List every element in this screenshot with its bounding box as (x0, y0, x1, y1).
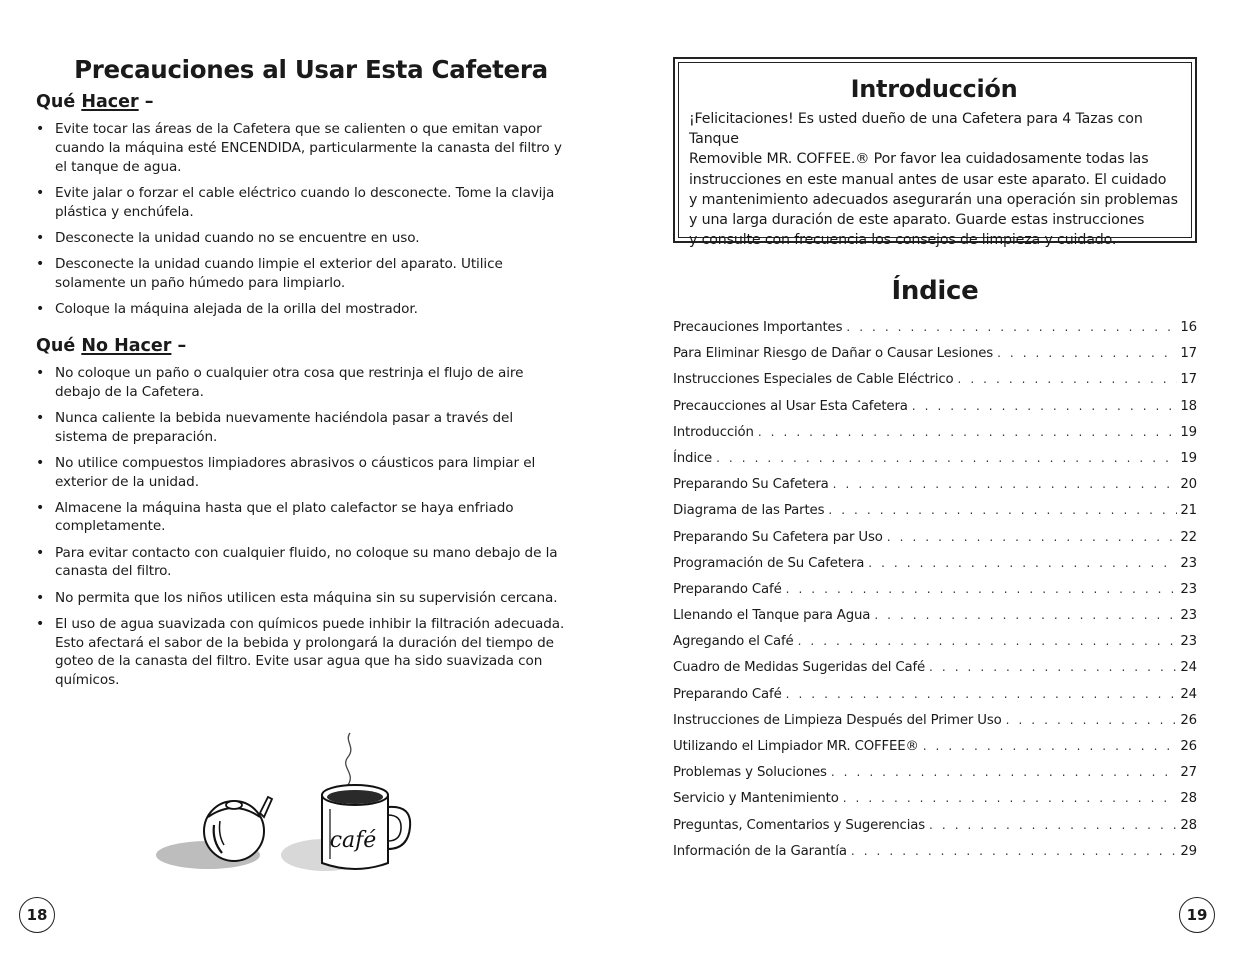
toc-leader-dots (831, 765, 1178, 779)
bullet-item: • No coloque un paño o cualquier otra cosa que restrinja el flujo de aire debajo de la Cafetera. (36, 364, 566, 402)
toc-entry-label: Preparando Café (673, 686, 782, 702)
toc-entry (673, 556, 1197, 582)
toc-leader-dots (828, 503, 1177, 517)
intro-line: Removible MR. COFFEE.® Por favor lea cuidadosamente todas las (689, 151, 1149, 168)
toc-entry (673, 582, 1197, 608)
toc-entry-label: Instrucciones Especiales de Cable Eléctrico (673, 372, 954, 388)
toc-leader-dots (997, 346, 1177, 360)
toc-entry-label: Utilizando el Limpiador MR. COFFEE® (673, 739, 919, 754)
toc-entry-page: 18 (1180, 398, 1197, 414)
bullet-item: • Para evitar contacto con cualquier fluido, no coloque su mano debajo de la canasta del filtro. (36, 544, 566, 582)
page-title: Precauciones al Usar Esta Cafetera (74, 55, 548, 84)
index-title: Índice (891, 276, 979, 306)
toc-leader-dots (958, 372, 1178, 386)
toc-leader-dots (758, 425, 1178, 439)
toc-leader-dots (1006, 713, 1178, 727)
toc-entry (673, 765, 1197, 791)
bullet-item: • No utilice compuestos limpiadores abrasivos o cáusticos para limpiar el exterior de la unidad. (36, 454, 566, 492)
toc-entry-label: Preguntas, Comentarios y Sugerencias (673, 817, 926, 833)
toc-entry-label: Servicio y Mantenimiento (673, 791, 839, 807)
coffee-pot-icon (204, 797, 272, 861)
page-number-left: 18 (19, 897, 55, 933)
toc-entry (673, 608, 1197, 634)
toc-leader-dots (843, 791, 1178, 805)
toc-entry-label: Precaucciones al Usar Esta Cafetera (673, 398, 908, 414)
bullet-item: • Nunca caliente la bebida nuevamente haciéndola pasar a través del sistema de preparación. (36, 409, 566, 447)
toc-entry-page: 24 (1180, 660, 1197, 676)
do-heading-prefix: Qué (36, 92, 76, 112)
dont-heading-suffix: – (177, 335, 187, 356)
bullet-item: • Evite tocar las áreas de la Cafetera que se calienten o que emitan vapor cuando la máquina esté ENCENDIDA, particularmente la canasta del filtro y el tanque de agua. (36, 120, 566, 176)
toc-leader-dots (912, 399, 1178, 413)
intro-line: ¡Felicitaciones! Es usted dueño de una Cafetera para 4 Tazas con Tanque (689, 111, 1143, 148)
toc-entry-page: 19 (1180, 424, 1197, 440)
toc-entry-label: Problemas y Soluciones (673, 765, 827, 781)
toc-entry-page: 17 (1180, 372, 1197, 388)
toc-entry (673, 634, 1197, 660)
table-of-contents (673, 320, 1197, 870)
bullet-item: • Desconecte la unidad cuando no se encuentre en uso. (36, 229, 566, 248)
toc-entry (673, 818, 1197, 844)
toc-entry-page: 28 (1180, 791, 1197, 807)
toc-entry (673, 713, 1197, 739)
intro-box-inner (678, 62, 1192, 249)
bullet-item: • Almacene la máquina hasta que el plato calefactor se haya enfriado completamente. (36, 499, 566, 537)
dont-heading (36, 336, 566, 356)
toc-entry-page: 16 (1180, 320, 1197, 335)
toc-leader-dots (929, 818, 1177, 832)
page-number-right: 19 (1179, 897, 1215, 933)
toc-leader-dots (923, 739, 1178, 753)
bullet-item: • Evite jalar o forzar el cable eléctrico cuando lo desconecte. Tome la clavija plástica y enchúfela. (36, 184, 566, 222)
toc-entry-page: 17 (1180, 346, 1197, 362)
coffee-illustration (150, 725, 430, 885)
toc-leader-dots (716, 451, 1177, 465)
bullet-item: • No permita que los niños utilicen esta máquina sin su supervisión cercana. (36, 589, 566, 608)
left-page (36, 55, 566, 697)
do-heading-suffix: – (144, 92, 154, 112)
toc-entry-label: Llenando el Tanque para Agua (673, 608, 871, 624)
toc-entry (673, 660, 1197, 686)
toc-entry-page: 29 (1180, 843, 1197, 859)
bullet-item: • El uso de agua suavizada con químicos puede inhibir la filtración adecuada. Esto afectará el sabor de la bebida y prolongará la duración del tiempo de goteo de la canasta del filtro. Evite usar agua que ha sido suavizada con químicos. (36, 615, 566, 690)
intro-line: instrucciones en este manual antes de usar este aparato. El cuidado (689, 171, 1167, 188)
toc-leader-dots (929, 660, 1177, 674)
toc-leader-dots (786, 687, 1178, 701)
toc-entry (673, 320, 1197, 346)
do-list (36, 120, 566, 319)
toc-entry-page: 23 (1180, 555, 1197, 571)
toc-entry-page: 19 (1180, 450, 1197, 466)
toc-leader-dots (887, 530, 1178, 544)
toc-leader-dots (798, 634, 1178, 648)
toc-entry-page: 24 (1180, 686, 1197, 702)
dont-heading-underlined: No Hacer (81, 335, 172, 356)
toc-entry-page: 23 (1180, 608, 1197, 624)
toc-entry (673, 346, 1197, 372)
toc-leader-dots (786, 582, 1178, 596)
intro-box (673, 57, 1197, 249)
toc-entry (673, 425, 1197, 451)
toc-entry (673, 844, 1197, 870)
toc-entry-label: Introducción (673, 424, 754, 440)
toc-entry-label: Preparando Café (673, 581, 782, 597)
do-heading (36, 92, 566, 112)
toc-entry-label: Agregando el Café (673, 634, 794, 650)
toc-entry-page: 23 (1180, 634, 1197, 650)
toc-entry-label: Preparando Su Cafetera (673, 477, 829, 493)
toc-leader-dots (833, 477, 1178, 491)
toc-entry-label: Diagrama de las Partes (673, 503, 825, 519)
toc-leader-dots (874, 608, 1177, 622)
dont-list (36, 364, 566, 690)
toc-entry-page: 22 (1180, 529, 1197, 545)
toc-entry-page: 27 (1180, 765, 1197, 781)
toc-entry (673, 372, 1197, 398)
intro-text (689, 109, 1179, 250)
toc-entry (673, 739, 1197, 765)
intro-line: y consulte con frecuencia los consejos de limpieza y cuidado. (689, 232, 1117, 249)
toc-entry-label: Cuadro de Medidas Sugeridas del Café (673, 660, 926, 676)
bullet-item: • Desconecte la unidad cuando limpie el exterior del aparato. Utilice solamente un paño húmedo para limpiarlo. (36, 255, 566, 293)
toc-entry (673, 687, 1197, 713)
toc-entry-page: 21 (1180, 503, 1197, 519)
coffee-mug-icon (322, 785, 410, 869)
toc-entry (673, 399, 1197, 425)
toc-entry-label: Precauciones Importantes (673, 320, 843, 335)
toc-entry-page: 26 (1180, 712, 1197, 728)
toc-entry-page: 20 (1180, 477, 1197, 493)
toc-entry (673, 503, 1197, 529)
toc-entry (673, 451, 1197, 477)
toc-entry-label: Preparando Su Cafetera par Uso (673, 529, 883, 545)
toc-entry-label: Instrucciones de Limpieza Después del Primer Uso (673, 712, 1002, 728)
toc-entry-page: 28 (1180, 817, 1197, 833)
dont-heading-prefix: Qué (36, 335, 76, 356)
toc-entry-label: Para Eliminar Riesgo de Dañar o Causar Lesiones (673, 346, 994, 362)
bullet-item: • Coloque la máquina alejada de la orilla del mostrador. (36, 300, 566, 319)
do-heading-underlined: Hacer (81, 92, 139, 112)
intro-line: y una larga duración de este aparato. Guarde estas instrucciones (689, 212, 1145, 229)
toc-entry-label: Índice (673, 450, 713, 466)
toc-entry-label: Información de la Garantía (673, 843, 847, 859)
toc-leader-dots (846, 320, 1177, 334)
toc-entry (673, 791, 1197, 817)
toc-leader-dots (868, 556, 1177, 570)
mug-label: café (329, 828, 377, 853)
toc-entry-label: Programación de Su Cafetera (673, 555, 865, 571)
intro-line: y mantenimiento adecuados asegurarán una operación sin problemas (689, 191, 1178, 208)
toc-entry-page: 26 (1180, 739, 1197, 754)
intro-title: Introducción (850, 75, 1018, 103)
toc-entry (673, 530, 1197, 556)
toc-leader-dots (851, 844, 1178, 858)
toc-entry-page: 23 (1180, 581, 1197, 597)
toc-entry (673, 477, 1197, 503)
